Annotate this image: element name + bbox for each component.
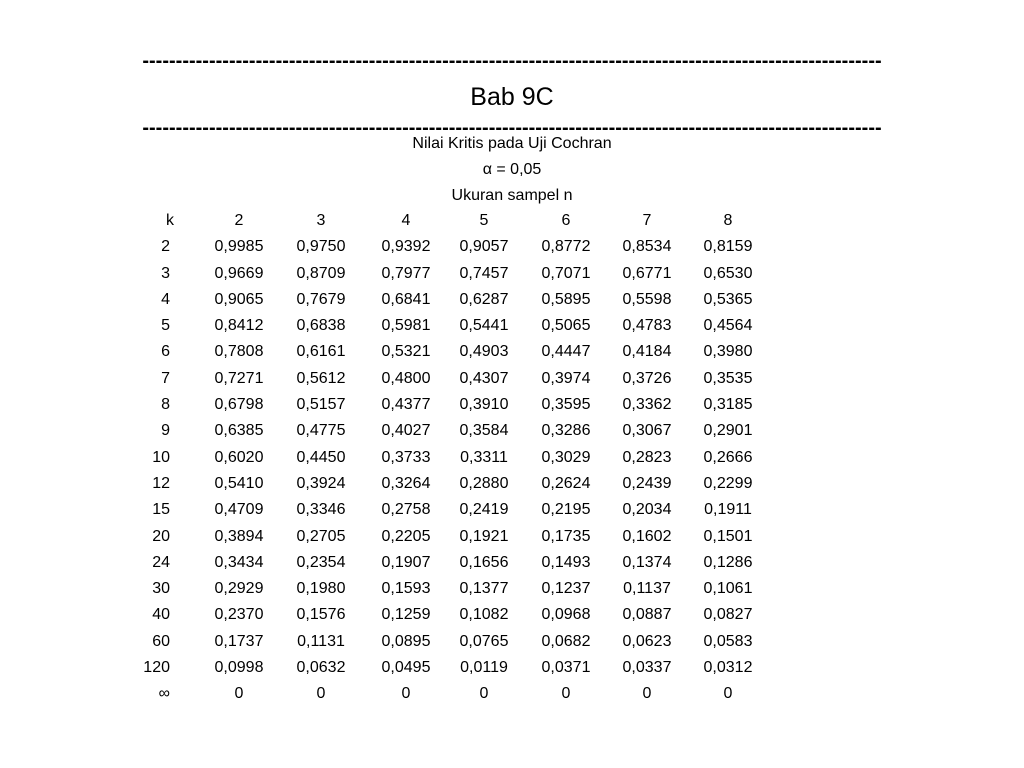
k-column-header: k [166,212,174,229]
critical-value: 0,1493 [541,553,591,571]
critical-value: 0,6161 [296,343,346,361]
k-value: 12 [152,474,170,492]
critical-value: 0,1377 [459,580,509,598]
critical-value: 0 [234,685,244,703]
critical-value: 0,3286 [541,422,591,440]
k-value: 20 [152,527,170,545]
critical-value: 0,0337 [622,659,672,677]
critical-value: 0,1374 [622,553,672,571]
critical-value: 0,7679 [296,290,346,308]
critical-value: 0,3924 [296,474,346,492]
table-row [0,392,1024,418]
k-value: 8 [161,396,170,414]
critical-value: 0,1593 [381,580,431,598]
cochran-critical-values-table [0,208,1024,708]
critical-value: 0,3067 [622,422,672,440]
top-dash-rule: --------------------------------------------------------------------------------------------------------------- [142,50,882,72]
k-value: 60 [152,632,170,650]
critical-value: 0,0682 [541,632,591,650]
table-row [0,339,1024,365]
bottom-dash-rule: --------------------------------------------------------------------------------------------------------------- [142,117,882,139]
critical-value: 0,9985 [214,238,264,256]
critical-value: 0,0765 [459,632,509,650]
critical-value: 0,0312 [703,659,753,677]
n-column-header: 8 [723,212,733,229]
n-column-header: 3 [316,212,326,229]
table-row [0,576,1024,602]
k-value: 30 [152,580,170,598]
critical-value: 0,1907 [381,553,431,571]
critical-value: 0,1911 [704,501,752,519]
critical-value: 0,0895 [381,632,431,650]
critical-value: 0,1259 [381,606,431,624]
critical-value: 0,0119 [460,659,508,677]
critical-value: 0,6385 [214,422,264,440]
critical-value: 0,0998 [214,659,264,677]
critical-value: 0,0968 [541,606,591,624]
critical-value: 0,1237 [541,580,591,598]
critical-value: 0,1576 [296,606,346,624]
k-value: 4 [161,290,170,308]
critical-value: 0,5065 [541,317,591,335]
critical-value: 0,7457 [459,264,509,282]
critical-value: 0,9392 [381,238,431,256]
critical-value: 0,9057 [459,238,509,256]
critical-value: 0,1501 [703,527,753,545]
critical-value: 0,1735 [541,527,591,545]
critical-value: 0,2705 [296,527,346,545]
critical-value: 0,6841 [381,290,431,308]
critical-value: 0,7071 [541,264,591,282]
critical-value: 0,4027 [381,422,431,440]
k-value: 40 [152,606,170,624]
critical-value: 0,3894 [214,527,264,545]
critical-value: 0,2624 [541,474,591,492]
critical-value: 0,1602 [622,527,672,545]
alpha-line: α = 0,05 [482,161,542,178]
critical-value: 0,7977 [381,264,431,282]
critical-value: 0,6020 [214,448,264,466]
critical-value: 0,2205 [381,527,431,545]
n-column-header: 4 [401,212,411,229]
critical-value: 0,6798 [214,396,264,414]
critical-value: 0 [316,685,326,703]
table-row [0,366,1024,392]
critical-value: 0,6287 [459,290,509,308]
critical-value: 0,2354 [296,553,346,571]
critical-value: 0 [479,685,489,703]
critical-value: 0,3185 [703,396,753,414]
table-header-row [0,208,1024,234]
table-row [0,234,1024,260]
critical-value: 0,0583 [703,632,753,650]
k-value: 7 [161,369,170,387]
critical-value: 0,2370 [214,606,264,624]
critical-value: 0,4903 [459,343,509,361]
critical-value: 0,4184 [622,343,672,361]
critical-value: 0,9669 [214,264,264,282]
critical-value: 0,3264 [381,474,431,492]
k-value: 10 [152,448,170,466]
k-value: 9 [161,422,170,440]
table-row [0,681,1024,707]
critical-value: 0,1061 [703,580,753,598]
critical-value: 0,3535 [703,369,753,387]
n-column-header: 2 [234,212,244,229]
critical-value: 0,8159 [703,238,753,256]
critical-value: 0,2195 [541,501,591,519]
critical-value: 0,3584 [459,422,509,440]
critical-value: 0,2880 [459,474,509,492]
critical-value: 0,1656 [459,553,509,571]
critical-value: 0,8772 [541,238,591,256]
table-row [0,550,1024,576]
critical-value: 0,4775 [296,422,346,440]
critical-value: 0,3346 [296,501,346,519]
critical-value: 0,2439 [622,474,672,492]
n-column-header: 6 [561,212,571,229]
critical-value: 0,0371 [541,659,591,677]
critical-value: 0,2419 [459,501,509,519]
critical-value: 0,0623 [622,632,672,650]
critical-value: 0,2299 [703,474,753,492]
k-value: 5 [161,317,170,335]
critical-value: 0,2901 [703,422,753,440]
table-row [0,524,1024,550]
critical-value: 0,3434 [214,553,264,571]
table-row [0,261,1024,287]
k-value: 2 [161,238,170,256]
critical-value: 0,3595 [541,396,591,414]
table-row [0,602,1024,628]
critical-value: 0,5441 [459,317,509,335]
critical-value: 0,4447 [541,343,591,361]
critical-value: 0,5321 [381,343,431,361]
critical-value: 0,2666 [703,448,753,466]
table-row [0,418,1024,444]
critical-value: 0,7271 [214,369,264,387]
table-row [0,471,1024,497]
critical-value: 0,2758 [381,501,431,519]
critical-value: 0,5895 [541,290,591,308]
critical-value: 0 [561,685,571,703]
critical-value: 0 [723,685,733,703]
critical-value: 0,6771 [622,264,672,282]
critical-value: 0,2823 [622,448,672,466]
critical-value: 0,3733 [381,448,431,466]
sample-size-label: Ukuran sampel n [451,187,573,204]
critical-value: 0,4800 [381,369,431,387]
critical-value: 0,5612 [296,369,346,387]
critical-value: 0,5981 [381,317,431,335]
table-title: Nilai Kritis pada Uji Cochran [412,135,612,152]
critical-value: 0,3029 [541,448,591,466]
critical-value: 0,8534 [622,238,672,256]
k-value: 24 [152,553,170,571]
critical-value: 0,5598 [622,290,672,308]
table-row [0,287,1024,313]
critical-value: 0 [642,685,652,703]
k-value: 120 [143,659,170,677]
n-column-header: 7 [642,212,652,229]
table-row [0,497,1024,523]
k-value: ∞ [158,685,170,703]
critical-value: 0,2034 [622,501,672,519]
critical-value: 0,0632 [296,659,346,677]
critical-value: 0,4564 [703,317,753,335]
critical-value: 0,1131 [297,632,345,650]
critical-value: 0,4450 [296,448,346,466]
critical-value: 0,8709 [296,264,346,282]
critical-value: 0,5365 [703,290,753,308]
critical-value: 0,5410 [214,474,264,492]
critical-value: 0,2929 [214,580,264,598]
critical-value: 0,4783 [622,317,672,335]
critical-value: 0,1980 [296,580,346,598]
table-row [0,313,1024,339]
table-row [0,445,1024,471]
critical-value: 0,4377 [381,396,431,414]
critical-value: 0,9750 [296,238,346,256]
critical-value: 0,3311 [460,448,508,466]
n-column-header: 5 [479,212,489,229]
critical-value: 0,4709 [214,501,264,519]
table-row [0,655,1024,681]
critical-value: 0,6530 [703,264,753,282]
critical-value: 0,1137 [623,580,671,598]
critical-value: 0,3974 [541,369,591,387]
critical-value: 0,1737 [214,632,264,650]
critical-value: 0,3726 [622,369,672,387]
critical-value: 0,3362 [622,396,672,414]
chapter-title: Bab 9C [470,83,554,111]
critical-value: 0,6838 [296,317,346,335]
critical-value: 0,9065 [214,290,264,308]
critical-value: 0,0887 [622,606,672,624]
critical-value: 0,8412 [214,317,264,335]
critical-value: 0,5157 [296,396,346,414]
k-value: 6 [161,343,170,361]
critical-value: 0,1082 [459,606,509,624]
critical-value: 0,0827 [703,606,753,624]
critical-value: 0,3980 [703,343,753,361]
critical-value: 0,7808 [214,343,264,361]
k-value: 15 [152,501,170,519]
k-value: 3 [161,264,170,282]
table-row [0,629,1024,655]
critical-value: 0,4307 [459,369,509,387]
critical-value: 0,0495 [381,659,431,677]
critical-value: 0,3910 [459,396,509,414]
critical-value: 0 [401,685,411,703]
critical-value: 0,1921 [459,527,509,545]
critical-value: 0,1286 [703,553,753,571]
